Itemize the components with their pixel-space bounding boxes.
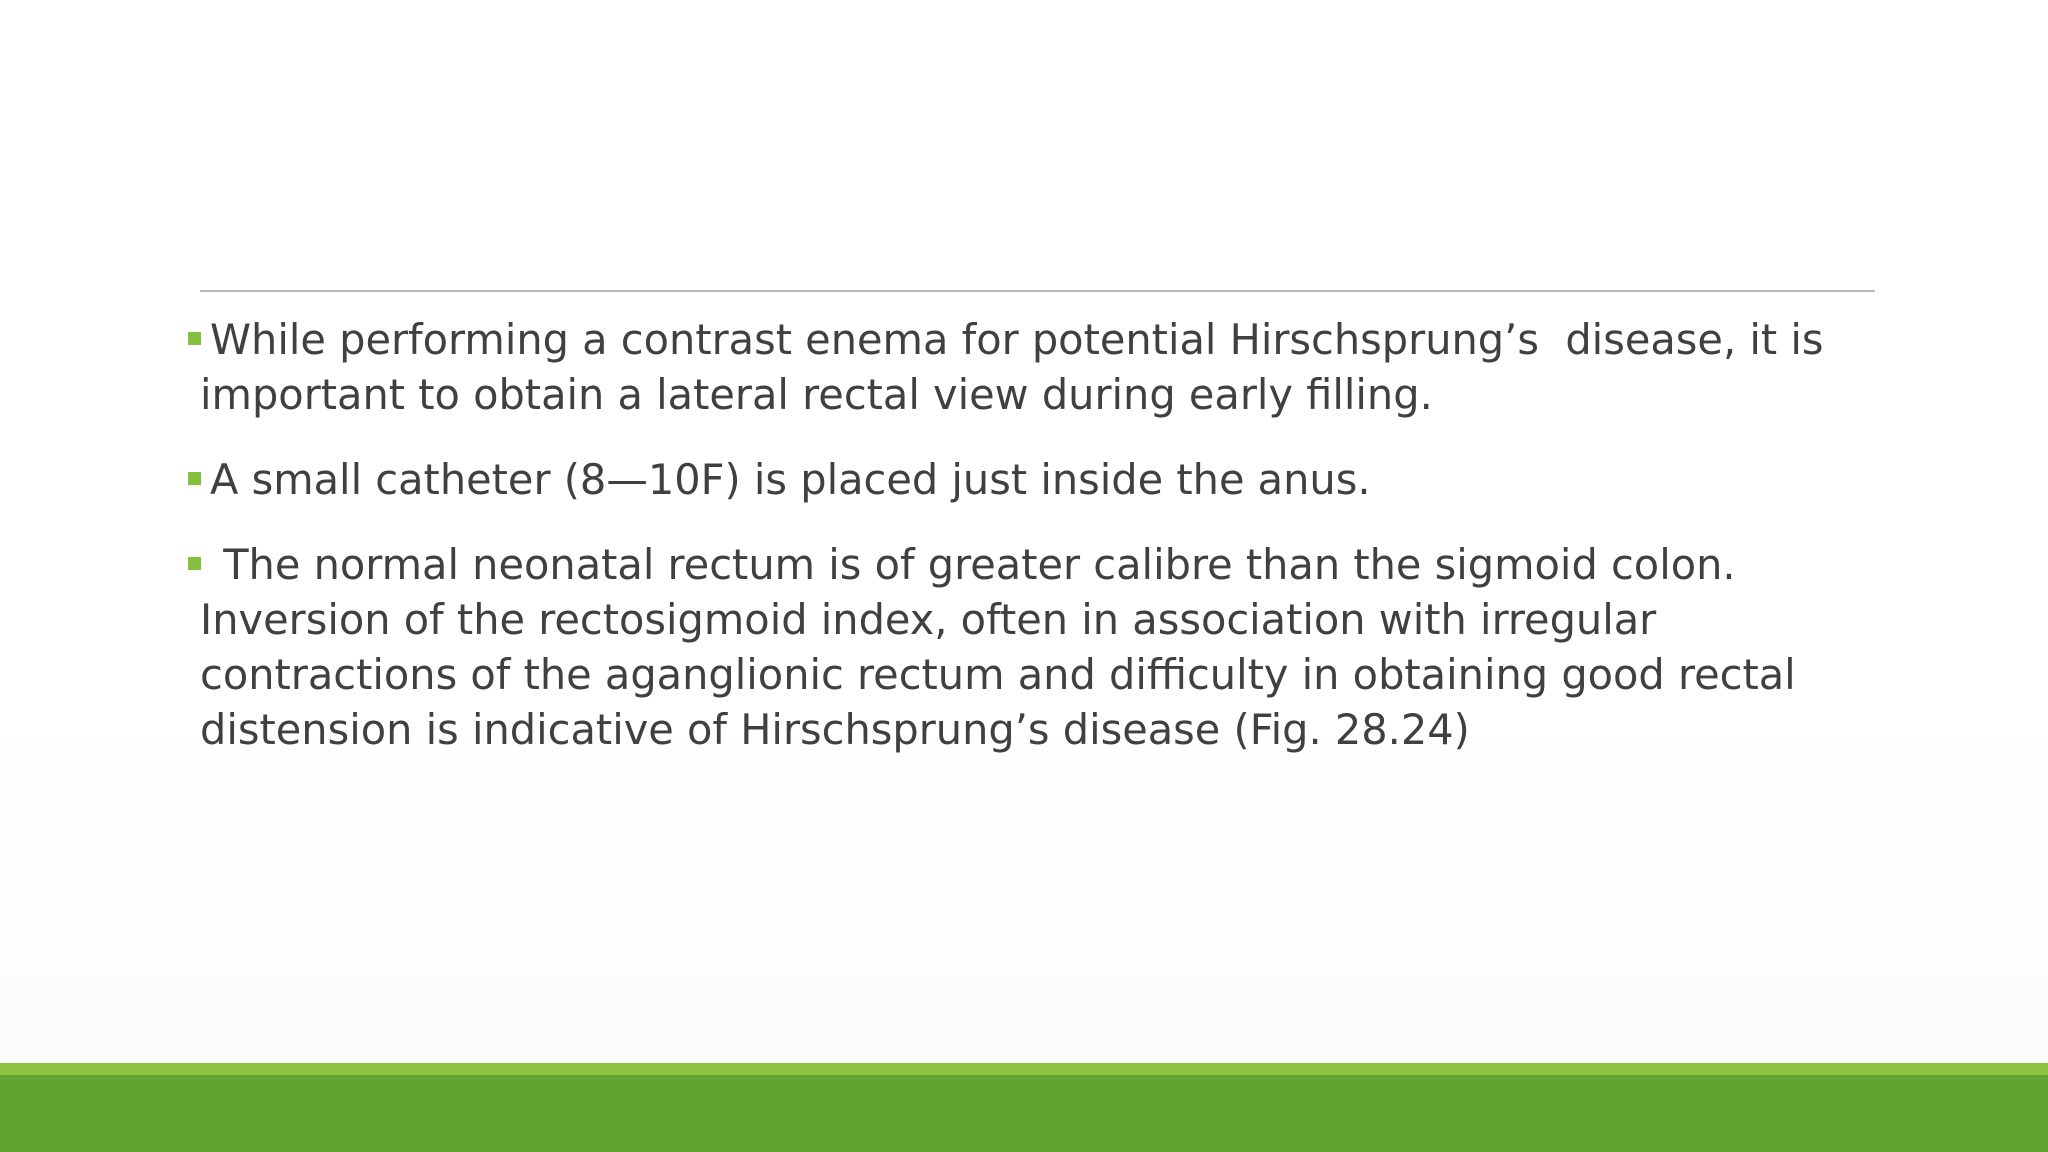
bullet-3-line-2: Inversion of the rectosigmoid index, often in association with irregular	[200, 595, 1657, 644]
bullet-3-line-4: distension is indicative of Hirschsprung’s disease (Fig. 28.24)	[200, 705, 1470, 754]
square-bullet-icon	[188, 332, 201, 345]
bullet-1-line-2: important to obtain a lateral rectal view during early filling.	[200, 370, 1433, 419]
bullet-3-line-1: The normal neonatal rectum is of greater calibre than the sigmoid colon.	[210, 540, 1736, 589]
bullet-list	[188, 312, 1888, 787]
footer-band-light	[0, 1063, 2048, 1075]
bullet-2-line-1: A small catheter (8—10F) is placed just inside the anus.	[210, 455, 1371, 504]
bullet-3-line-3: contractions of the aganglionic rectum and difficulty in obtaining good rectal	[200, 650, 1796, 699]
bullet-item-3	[188, 537, 1888, 757]
bullet-item-1	[188, 312, 1888, 422]
square-bullet-icon	[188, 472, 201, 485]
bullet-1-line-1: While performing a contrast enema for potential Hirschsprung’s disease, it is	[210, 315, 1824, 364]
bullet-item-2	[188, 452, 1888, 507]
footer-band-dark	[0, 1075, 2048, 1152]
title-divider-line	[200, 290, 1875, 292]
square-bullet-icon	[188, 557, 201, 570]
